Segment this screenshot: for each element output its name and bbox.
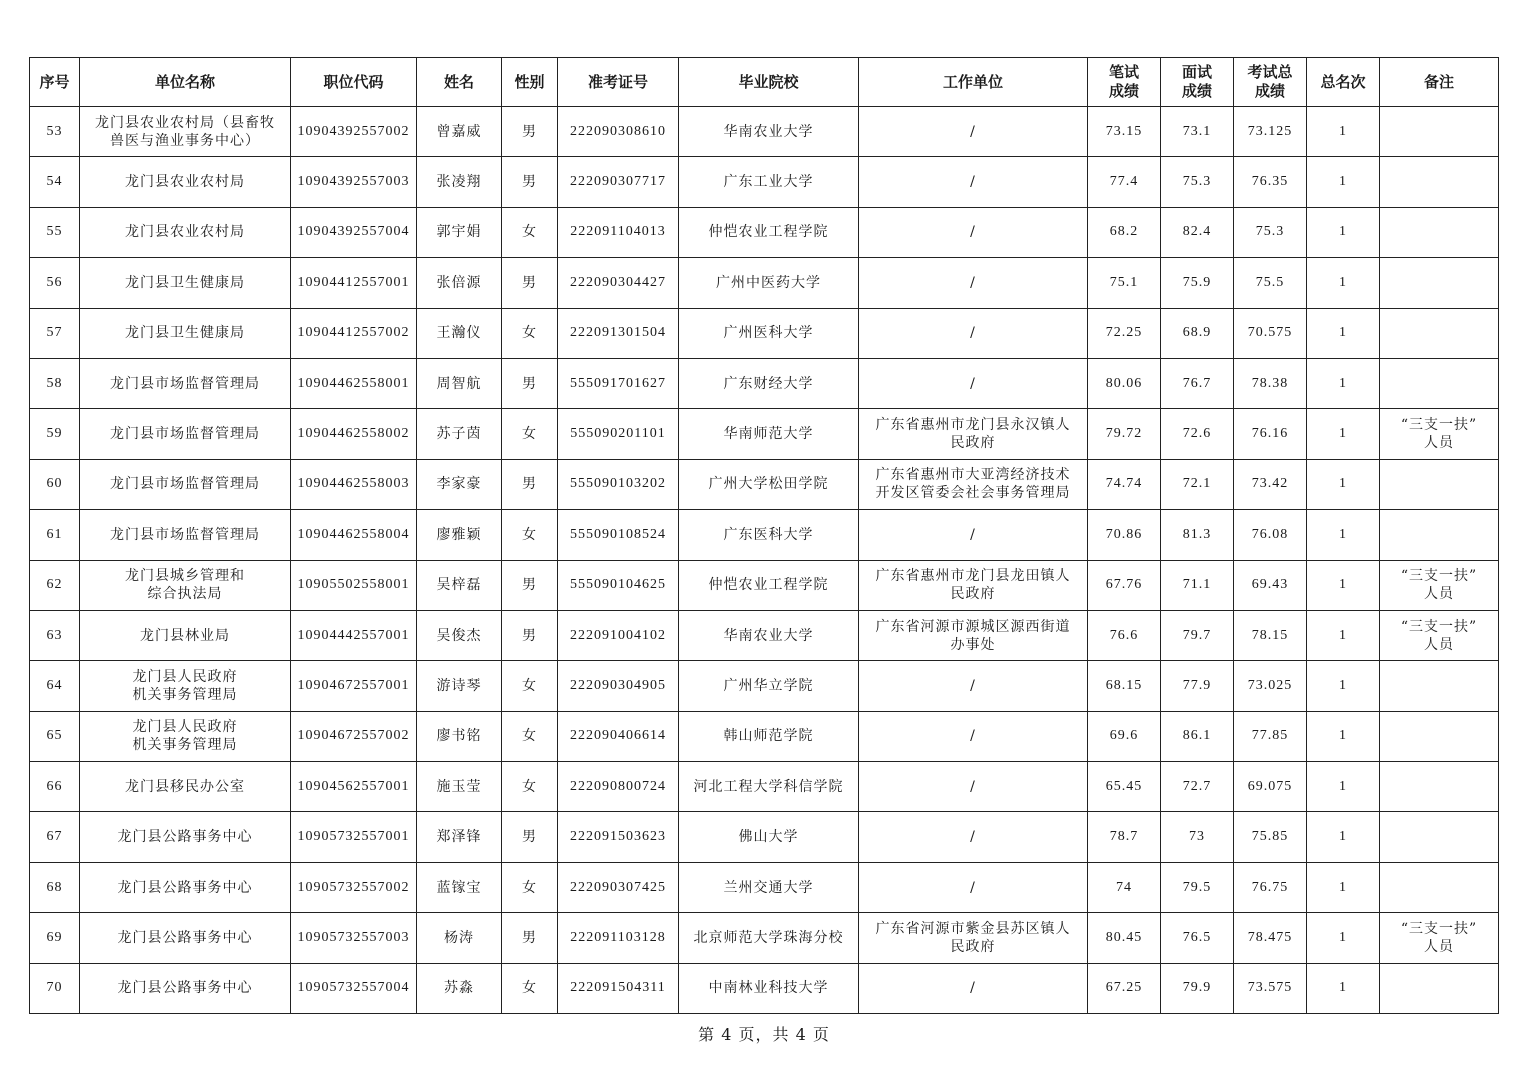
cell-unit: 龙门县农业农村局 [80, 207, 291, 257]
cell-gender: 女 [502, 409, 558, 459]
results-table [29, 57, 1499, 1014]
cell-note [1380, 207, 1499, 257]
cell-seq: 70 [30, 963, 80, 1013]
cell-work: / [859, 358, 1088, 408]
cell-unit: 龙门县人民政府 机关事务管理局 [80, 661, 291, 711]
header-row [30, 58, 1499, 107]
table-row [30, 610, 1499, 660]
header-col-school: 毕业院校 [679, 58, 859, 107]
table-row [30, 812, 1499, 862]
cell-seq: 62 [30, 560, 80, 610]
cell-ticket: 222091104013 [558, 207, 679, 257]
cell-unit: 龙门县人民政府 机关事务管理局 [80, 711, 291, 761]
table-row [30, 661, 1499, 711]
cell-total: 78.38 [1234, 358, 1307, 408]
cell-interview: 75.3 [1161, 157, 1234, 207]
cell-total: 76.08 [1234, 510, 1307, 560]
cell-name: 吴俊杰 [417, 610, 502, 660]
cell-school: 兰州交通大学 [679, 862, 859, 912]
cell-gender: 男 [502, 812, 558, 862]
cell-interview: 81.3 [1161, 510, 1234, 560]
cell-school: 广州大学松田学院 [679, 459, 859, 509]
cell-gender: 女 [502, 711, 558, 761]
cell-note [1380, 308, 1499, 358]
cell-total: 78.15 [1234, 610, 1307, 660]
cell-ticket: 555090108524 [558, 510, 679, 560]
cell-written: 80.45 [1088, 913, 1161, 963]
table-row [30, 107, 1499, 157]
cell-note [1380, 107, 1499, 157]
cell-total: 75.85 [1234, 812, 1307, 862]
cell-rank: 1 [1307, 762, 1380, 812]
cell-gender: 女 [502, 510, 558, 560]
header-col-written: 笔试 成绩 [1088, 58, 1161, 107]
cell-interview: 79.9 [1161, 963, 1234, 1013]
header-col-ticket: 准考证号 [558, 58, 679, 107]
cell-code: 10905502558001 [291, 560, 417, 610]
cell-seq: 61 [30, 510, 80, 560]
cell-seq: 63 [30, 610, 80, 660]
cell-interview: 68.9 [1161, 308, 1234, 358]
cell-name: 王瀚仪 [417, 308, 502, 358]
cell-written: 68.2 [1088, 207, 1161, 257]
header-col-unit: 单位名称 [80, 58, 291, 107]
cell-rank: 1 [1307, 207, 1380, 257]
cell-school: 广州华立学院 [679, 661, 859, 711]
cell-rank: 1 [1307, 258, 1380, 308]
cell-rank: 1 [1307, 510, 1380, 560]
cell-rank: 1 [1307, 862, 1380, 912]
cell-name: 蓝镓宝 [417, 862, 502, 912]
cell-work: / [859, 258, 1088, 308]
table-row [30, 459, 1499, 509]
cell-code: 10904392557004 [291, 207, 417, 257]
cell-unit: 龙门县市场监督管理局 [80, 510, 291, 560]
cell-code: 10904442557001 [291, 610, 417, 660]
cell-unit: 龙门县公路事务中心 [80, 812, 291, 862]
table-row [30, 510, 1499, 560]
cell-name: 曾嘉威 [417, 107, 502, 157]
cell-name: 苏子茵 [417, 409, 502, 459]
cell-seq: 69 [30, 913, 80, 963]
cell-code: 10904412557001 [291, 258, 417, 308]
cell-gender: 男 [502, 610, 558, 660]
header-col-name: 姓名 [417, 58, 502, 107]
cell-written: 73.15 [1088, 107, 1161, 157]
cell-interview: 75.9 [1161, 258, 1234, 308]
cell-total: 75.5 [1234, 258, 1307, 308]
cell-interview: 76.5 [1161, 913, 1234, 963]
cell-school: 华南农业大学 [679, 610, 859, 660]
cell-total: 78.475 [1234, 913, 1307, 963]
cell-ticket: 222090800724 [558, 762, 679, 812]
cell-work: 广东省惠州市大亚湾经济技术 开发区管委会社会事务管理局 [859, 459, 1088, 509]
cell-gender: 女 [502, 207, 558, 257]
cell-name: 廖书铭 [417, 711, 502, 761]
cell-note: “三支一扶” 人员 [1380, 560, 1499, 610]
cell-seq: 55 [30, 207, 80, 257]
cell-interview: 77.9 [1161, 661, 1234, 711]
cell-interview: 73 [1161, 812, 1234, 862]
cell-unit: 龙门县市场监督管理局 [80, 409, 291, 459]
cell-school: 广东工业大学 [679, 157, 859, 207]
cell-code: 10904392557003 [291, 157, 417, 207]
cell-gender: 男 [502, 913, 558, 963]
table-row [30, 913, 1499, 963]
cell-unit: 龙门县林业局 [80, 610, 291, 660]
cell-work: 广东省惠州市龙门县永汉镇人 民政府 [859, 409, 1088, 459]
cell-note [1380, 661, 1499, 711]
cell-written: 67.76 [1088, 560, 1161, 610]
cell-note: “三支一扶” 人员 [1380, 409, 1499, 459]
cell-total: 75.3 [1234, 207, 1307, 257]
cell-gender: 男 [502, 560, 558, 610]
cell-written: 76.6 [1088, 610, 1161, 660]
cell-code: 10905732557001 [291, 812, 417, 862]
cell-work: / [859, 107, 1088, 157]
cell-code: 10904462558003 [291, 459, 417, 509]
cell-school: 河北工程大学科信学院 [679, 762, 859, 812]
header-col-code: 职位代码 [291, 58, 417, 107]
cell-note [1380, 711, 1499, 761]
cell-seq: 60 [30, 459, 80, 509]
cell-note [1380, 510, 1499, 560]
cell-written: 79.72 [1088, 409, 1161, 459]
cell-work: 广东省河源市源城区源西街道 办事处 [859, 610, 1088, 660]
cell-rank: 1 [1307, 812, 1380, 862]
cell-interview: 72.6 [1161, 409, 1234, 459]
cell-code: 10904392557002 [291, 107, 417, 157]
cell-written: 68.15 [1088, 661, 1161, 711]
cell-unit: 龙门县公路事务中心 [80, 862, 291, 912]
cell-note [1380, 862, 1499, 912]
cell-interview: 79.5 [1161, 862, 1234, 912]
cell-name: 郭宇娟 [417, 207, 502, 257]
cell-ticket: 222091301504 [558, 308, 679, 358]
cell-rank: 1 [1307, 308, 1380, 358]
header-col-seq: 序号 [30, 58, 80, 107]
cell-gender: 女 [502, 862, 558, 912]
table-row [30, 711, 1499, 761]
cell-name: 廖雅颖 [417, 510, 502, 560]
cell-rank: 1 [1307, 459, 1380, 509]
cell-written: 70.86 [1088, 510, 1161, 560]
cell-gender: 男 [502, 157, 558, 207]
cell-note [1380, 963, 1499, 1013]
table-row [30, 258, 1499, 308]
cell-interview: 82.4 [1161, 207, 1234, 257]
cell-seq: 57 [30, 308, 80, 358]
table-row [30, 157, 1499, 207]
cell-unit: 龙门县公路事务中心 [80, 963, 291, 1013]
cell-rank: 1 [1307, 661, 1380, 711]
cell-school: 广州医科大学 [679, 308, 859, 358]
cell-ticket: 222090307717 [558, 157, 679, 207]
cell-work: / [859, 308, 1088, 358]
cell-gender: 男 [502, 258, 558, 308]
cell-seq: 68 [30, 862, 80, 912]
cell-unit: 龙门县卫生健康局 [80, 308, 291, 358]
cell-ticket: 222090307425 [558, 862, 679, 912]
cell-unit: 龙门县卫生健康局 [80, 258, 291, 308]
cell-written: 69.6 [1088, 711, 1161, 761]
cell-school: 仲恺农业工程学院 [679, 207, 859, 257]
cell-code: 10904462558002 [291, 409, 417, 459]
cell-school: 中南林业科技大学 [679, 963, 859, 1013]
cell-interview: 72.1 [1161, 459, 1234, 509]
cell-interview: 71.1 [1161, 560, 1234, 610]
cell-work: 广东省惠州市龙门县龙田镇人 民政府 [859, 560, 1088, 610]
cell-school: 广东医科大学 [679, 510, 859, 560]
cell-written: 74.74 [1088, 459, 1161, 509]
cell-note: “三支一扶” 人员 [1380, 913, 1499, 963]
cell-unit: 龙门县公路事务中心 [80, 913, 291, 963]
cell-name: 施玉莹 [417, 762, 502, 812]
cell-ticket: 222090406614 [558, 711, 679, 761]
cell-code: 10904672557002 [291, 711, 417, 761]
cell-total: 73.125 [1234, 107, 1307, 157]
cell-gender: 女 [502, 762, 558, 812]
cell-ticket: 222091504311 [558, 963, 679, 1013]
cell-total: 77.85 [1234, 711, 1307, 761]
cell-ticket: 555091701627 [558, 358, 679, 408]
cell-work: / [859, 157, 1088, 207]
cell-written: 78.7 [1088, 812, 1161, 862]
cell-seq: 54 [30, 157, 80, 207]
cell-seq: 58 [30, 358, 80, 408]
cell-school: 韩山师范学院 [679, 711, 859, 761]
cell-code: 10904672557001 [291, 661, 417, 711]
cell-note [1380, 258, 1499, 308]
cell-code: 10904462558004 [291, 510, 417, 560]
cell-rank: 1 [1307, 107, 1380, 157]
table-row [30, 358, 1499, 408]
cell-interview: 79.7 [1161, 610, 1234, 660]
cell-ticket: 555090103202 [558, 459, 679, 509]
cell-name: 张倍源 [417, 258, 502, 308]
cell-written: 74 [1088, 862, 1161, 912]
cell-total: 73.575 [1234, 963, 1307, 1013]
header-col-work: 工作单位 [859, 58, 1088, 107]
cell-school: 广东财经大学 [679, 358, 859, 408]
table-row [30, 207, 1499, 257]
cell-code: 10904412557002 [291, 308, 417, 358]
cell-unit: 龙门县市场监督管理局 [80, 358, 291, 408]
cell-total: 76.35 [1234, 157, 1307, 207]
cell-ticket: 222091503623 [558, 812, 679, 862]
cell-unit: 龙门县移民办公室 [80, 762, 291, 812]
cell-work: / [859, 711, 1088, 761]
cell-total: 76.75 [1234, 862, 1307, 912]
cell-ticket: 222090308610 [558, 107, 679, 157]
cell-ticket: 555090201101 [558, 409, 679, 459]
table-row [30, 560, 1499, 610]
cell-note [1380, 762, 1499, 812]
cell-seq: 67 [30, 812, 80, 862]
cell-written: 77.4 [1088, 157, 1161, 207]
cell-school: 北京师范大学珠海分校 [679, 913, 859, 963]
cell-note [1380, 459, 1499, 509]
cell-seq: 56 [30, 258, 80, 308]
cell-code: 10905732557004 [291, 963, 417, 1013]
cell-rank: 1 [1307, 560, 1380, 610]
cell-gender: 男 [502, 358, 558, 408]
cell-written: 72.25 [1088, 308, 1161, 358]
cell-note [1380, 157, 1499, 207]
cell-unit: 龙门县农业农村局（县畜牧 兽医与渔业事务中心） [80, 107, 291, 157]
cell-note [1380, 812, 1499, 862]
cell-gender: 男 [502, 459, 558, 509]
cell-total: 70.575 [1234, 308, 1307, 358]
cell-written: 67.25 [1088, 963, 1161, 1013]
cell-gender: 女 [502, 963, 558, 1013]
cell-interview: 73.1 [1161, 107, 1234, 157]
cell-name: 游诗琴 [417, 661, 502, 711]
header-col-rank: 总名次 [1307, 58, 1380, 107]
cell-school: 华南师范大学 [679, 409, 859, 459]
table-row [30, 862, 1499, 912]
cell-name: 郑泽锋 [417, 812, 502, 862]
cell-rank: 1 [1307, 711, 1380, 761]
cell-ticket: 222091004102 [558, 610, 679, 660]
cell-unit: 龙门县农业农村局 [80, 157, 291, 207]
cell-name: 周智航 [417, 358, 502, 408]
cell-code: 10904562557001 [291, 762, 417, 812]
table-row [30, 409, 1499, 459]
table-row [30, 963, 1499, 1013]
header-col-gender: 性别 [502, 58, 558, 107]
cell-work: / [859, 963, 1088, 1013]
cell-ticket: 555090104625 [558, 560, 679, 610]
header-col-interview: 面试 成绩 [1161, 58, 1234, 107]
cell-note: “三支一扶” 人员 [1380, 610, 1499, 660]
cell-name: 李家豪 [417, 459, 502, 509]
cell-school: 佛山大学 [679, 812, 859, 862]
cell-seq: 53 [30, 107, 80, 157]
cell-seq: 64 [30, 661, 80, 711]
cell-work: 广东省河源市紫金县苏区镇人 民政府 [859, 913, 1088, 963]
table-body [30, 107, 1499, 1014]
cell-work: / [859, 812, 1088, 862]
cell-written: 80.06 [1088, 358, 1161, 408]
cell-gender: 女 [502, 308, 558, 358]
cell-name: 苏淼 [417, 963, 502, 1013]
cell-rank: 1 [1307, 963, 1380, 1013]
cell-unit: 龙门县市场监督管理局 [80, 459, 291, 509]
cell-name: 吴梓磊 [417, 560, 502, 610]
cell-work: / [859, 762, 1088, 812]
cell-written: 65.45 [1088, 762, 1161, 812]
cell-rank: 1 [1307, 358, 1380, 408]
cell-gender: 男 [502, 107, 558, 157]
cell-total: 73.42 [1234, 459, 1307, 509]
page-footer: 第 4 页，共 4 页 [698, 1025, 830, 1044]
cell-total: 69.075 [1234, 762, 1307, 812]
cell-seq: 59 [30, 409, 80, 459]
cell-work: / [859, 207, 1088, 257]
cell-rank: 1 [1307, 913, 1380, 963]
cell-work: / [859, 862, 1088, 912]
cell-seq: 66 [30, 762, 80, 812]
header-col-note: 备注 [1380, 58, 1499, 107]
cell-gender: 女 [502, 661, 558, 711]
cell-total: 73.025 [1234, 661, 1307, 711]
cell-school: 华南农业大学 [679, 107, 859, 157]
cell-unit: 龙门县城乡管理和 综合执法局 [80, 560, 291, 610]
cell-interview: 86.1 [1161, 711, 1234, 761]
cell-total: 76.16 [1234, 409, 1307, 459]
cell-code: 10904462558001 [291, 358, 417, 408]
cell-ticket: 222090304905 [558, 661, 679, 711]
cell-code: 10905732557002 [291, 862, 417, 912]
cell-name: 杨涛 [417, 913, 502, 963]
cell-name: 张凌翔 [417, 157, 502, 207]
cell-interview: 72.7 [1161, 762, 1234, 812]
cell-code: 10905732557003 [291, 913, 417, 963]
cell-total: 69.43 [1234, 560, 1307, 610]
cell-written: 75.1 [1088, 258, 1161, 308]
header-col-total: 考试总 成绩 [1234, 58, 1307, 107]
cell-work: / [859, 661, 1088, 711]
cell-rank: 1 [1307, 610, 1380, 660]
cell-seq: 65 [30, 711, 80, 761]
cell-note [1380, 358, 1499, 408]
cell-ticket: 222091103128 [558, 913, 679, 963]
cell-interview: 76.7 [1161, 358, 1234, 408]
cell-rank: 1 [1307, 409, 1380, 459]
table-row [30, 308, 1499, 358]
cell-work: / [859, 510, 1088, 560]
cell-school: 仲恺农业工程学院 [679, 560, 859, 610]
cell-school: 广州中医药大学 [679, 258, 859, 308]
cell-ticket: 222090304427 [558, 258, 679, 308]
table-row [30, 762, 1499, 812]
cell-rank: 1 [1307, 157, 1380, 207]
